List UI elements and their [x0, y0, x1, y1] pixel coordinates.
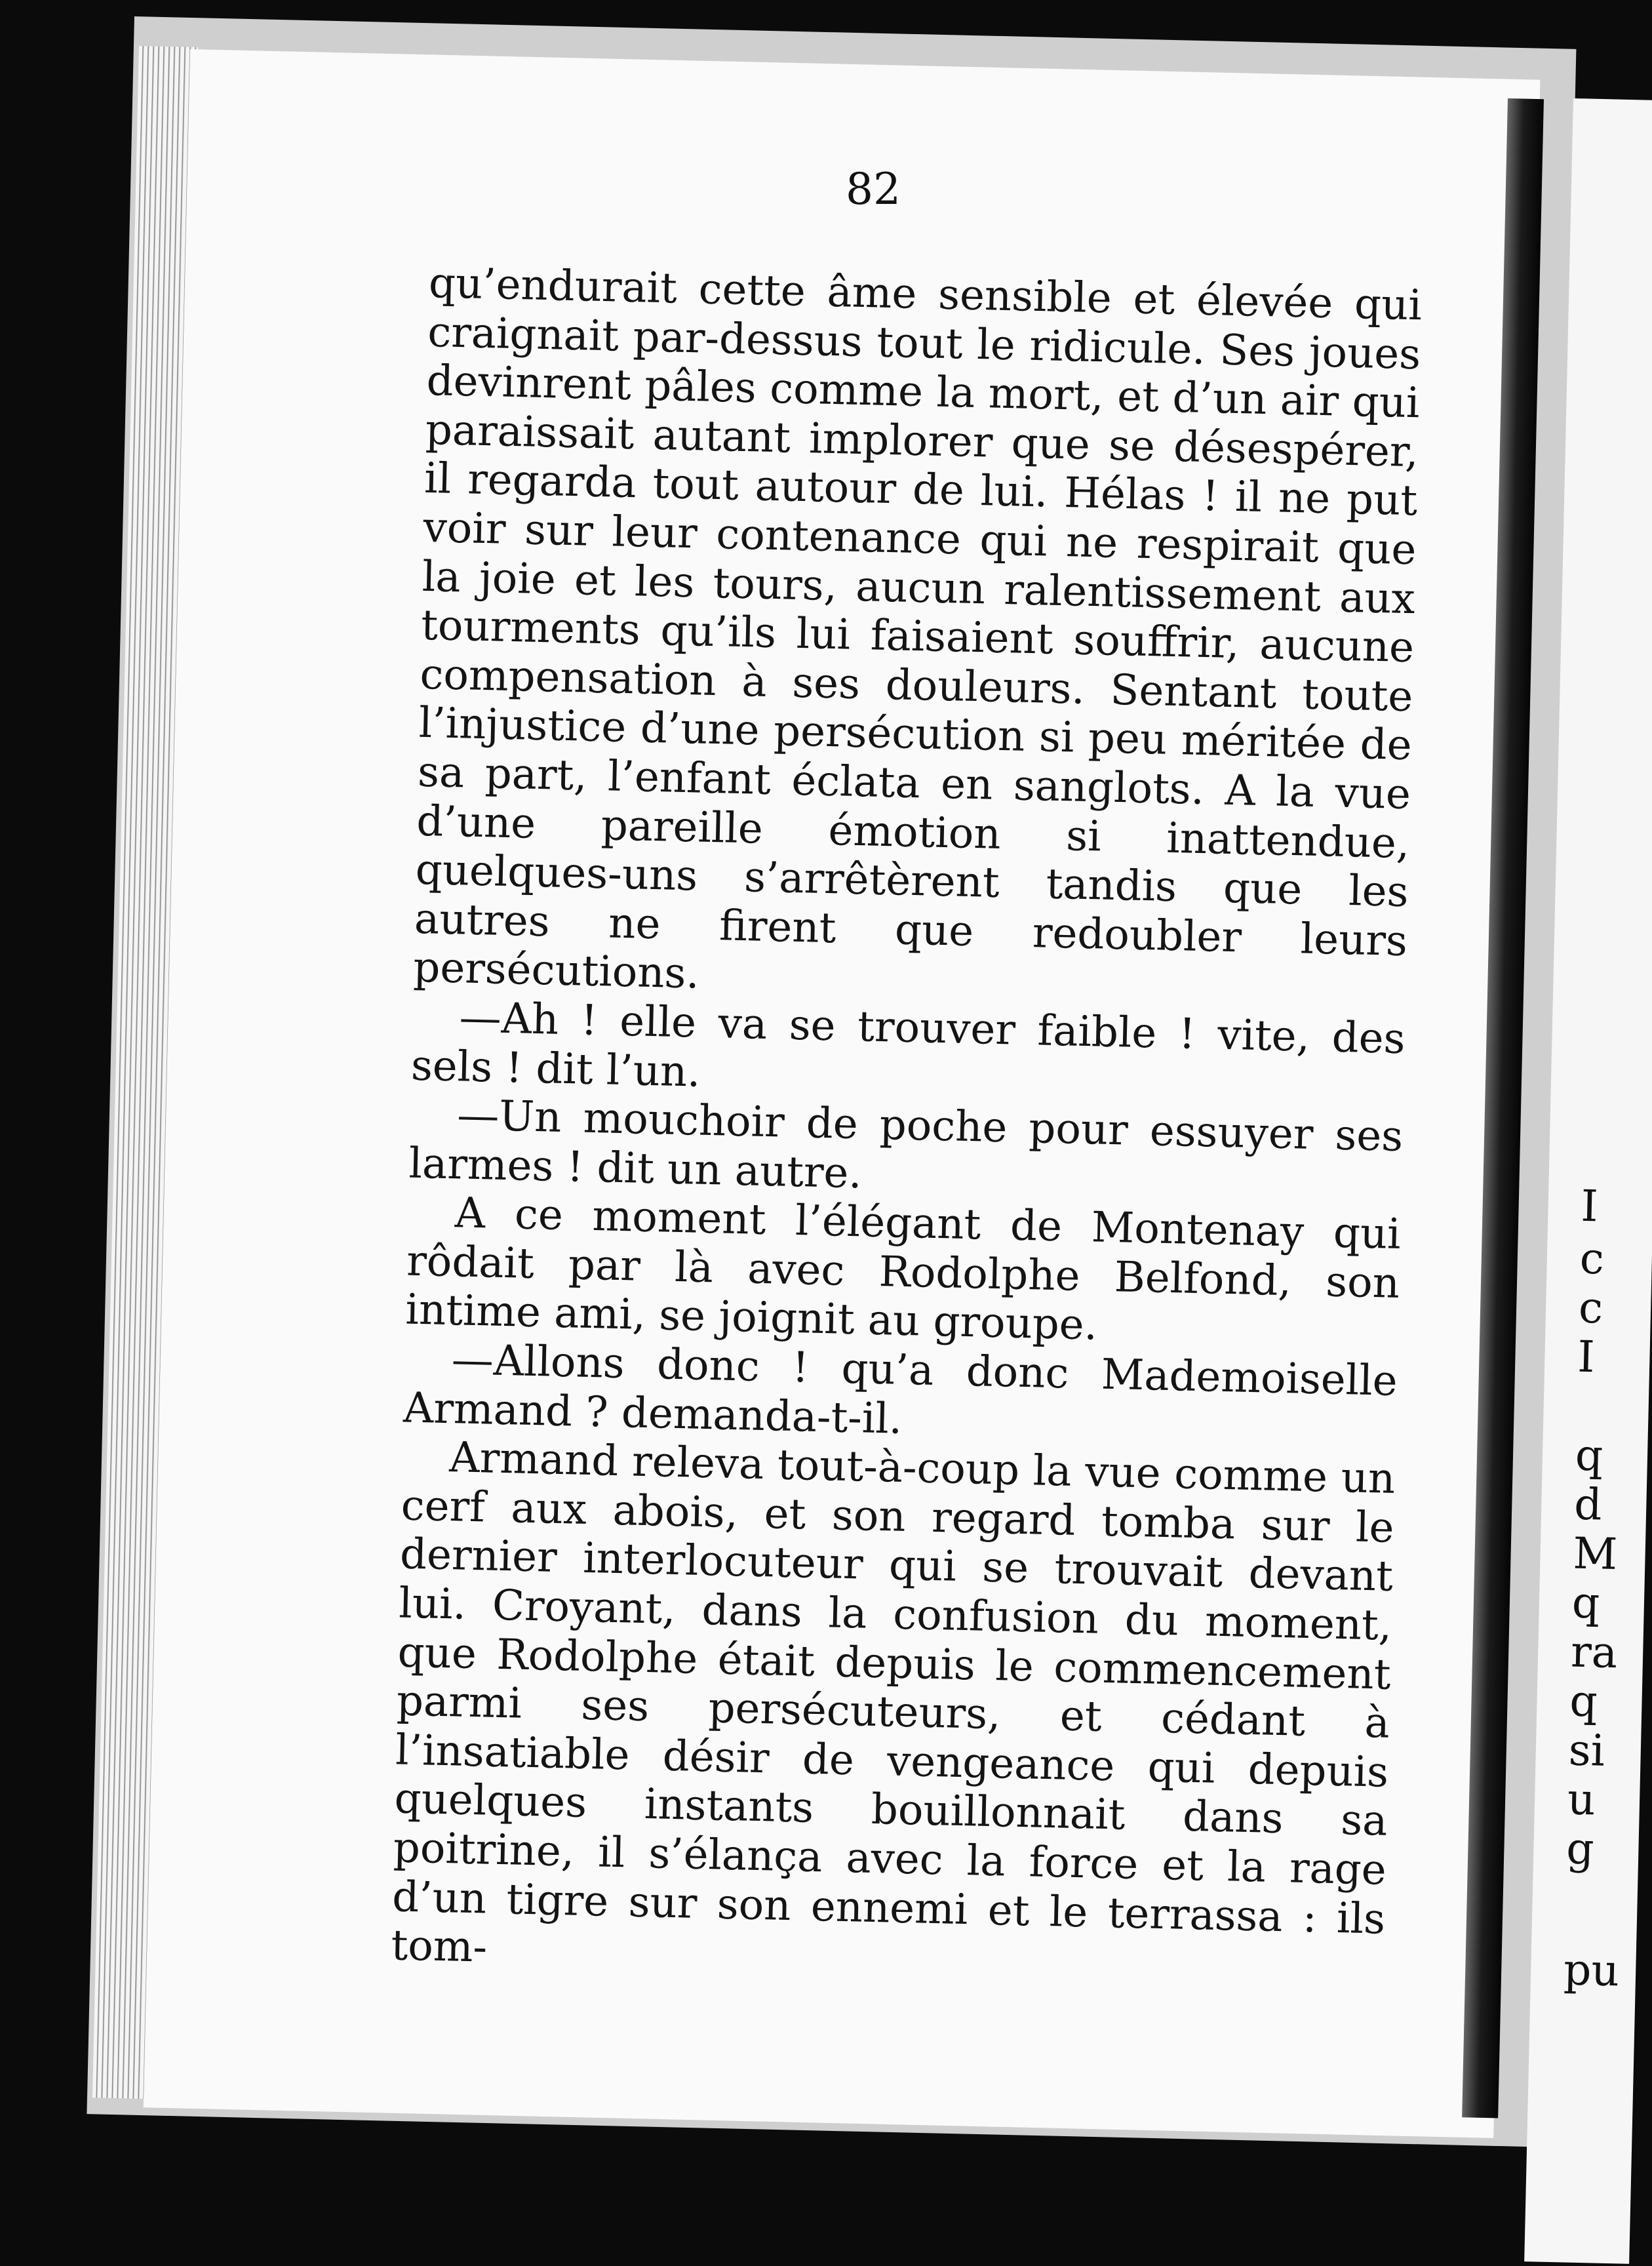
paragraph: A ce moment l’élégant de Montenay qui rôdait par là avec Rodolphe Belfond, son intime ami, se joignit au groupe. — [404, 1189, 1402, 1350]
facing-page-fragment: g — [1565, 1823, 1595, 1875]
facing-page-fragment: ra — [1570, 1626, 1619, 1679]
page-number: 82 — [846, 164, 901, 214]
facing-page-fragment: si — [1567, 1724, 1605, 1776]
facing-page-fragment: c — [1579, 1233, 1605, 1284]
paragraph: —Ah ! elle va se trouver faible ! vite, des sels ! dit l’un. — [410, 993, 1406, 1097]
paragraph: Armand releva tout-à-coup la vue comme un cerf aux abois, et son regard tomba sur le dernier interlocuteur qui se trouvait devant lui. Croyant, dans la confusion du moment, que Rodolphe était depuis le commencement parmi ses persécuteurs, et cédant à l’insatiable désir de vengeance qui depuis quelques instants bouillonnait dans sa poitrine, il s’élança avec la force et la rage d’un tigre sur son ennemi et le terrassa : ils tom- — [390, 1433, 1396, 1972]
facing-page-fragment: u — [1567, 1774, 1596, 1825]
facing-page-fragment: c — [1578, 1282, 1603, 1334]
facing-page-fragment: pu — [1563, 1944, 1620, 1997]
paragraph: qu’endurait cette âme sensible et élevée qui craignait par-dessus tout le ridicule. Ses joues devinrent pâles comme la mort, et d’un air qui paraissait autant implorer que se désespérer, il regarda tout autour de lui. Hélas ! il ne put voir sur leur contenance qui ne respirait que la joie et les tours, aucun ralentissement aux tourments qu’ils lui faisaient souffrir, aucune compensation à ses douleurs. Sentant toute l’injustice d’une persécution si peu méritée de sa part, l’enfant éclata en sanglots. A la vue d’une pareille émotion si inattendue, quelques-uns s’arrêtèrent tandis que les autres ne firent que redoubler leurs persécutions. — [412, 259, 1423, 999]
facing-page-fragment: q — [1575, 1429, 1604, 1481]
facing-page-fragment: M — [1572, 1528, 1619, 1580]
facing-page-fragment: d — [1573, 1479, 1603, 1530]
page-text — [391, 259, 1423, 1993]
facing-page-fragment: q — [1569, 1675, 1598, 1727]
facing-page-fragment: I — [1577, 1331, 1596, 1383]
facing-page-fragment: I — [1580, 1180, 1599, 1232]
paragraph: —Un mouchoir de poche pour essuyer ses larmes ! dit un autre. — [408, 1091, 1404, 1199]
facing-page-fragment: q — [1571, 1577, 1601, 1629]
paragraph: —Allons donc ! qu’a donc Mademoiselle Armand ? demanda-t-il. — [403, 1336, 1398, 1444]
